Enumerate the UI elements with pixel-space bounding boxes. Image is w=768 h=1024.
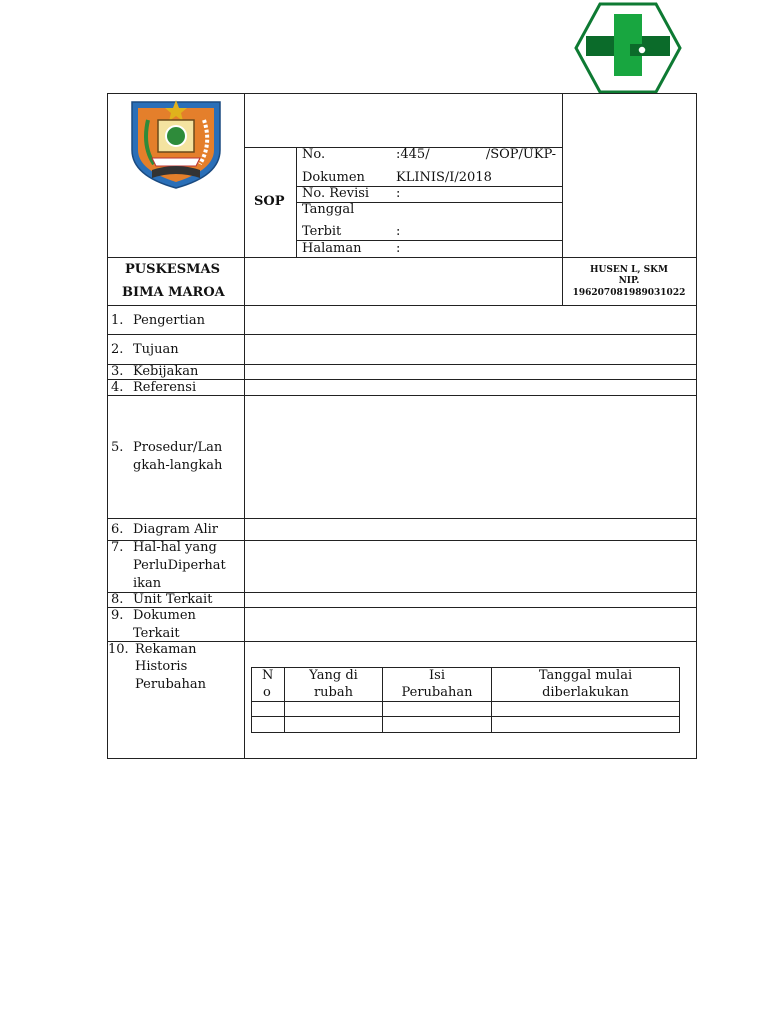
halaman-value: : (396, 241, 401, 256)
tanggal-value: : (396, 224, 401, 239)
section-label-7: Hal-hal yang (133, 540, 217, 555)
col-content-header-2: Perubahan (401, 685, 473, 700)
halaman-label: Halaman (302, 241, 362, 256)
col-date-header: Tanggal mulai (538, 668, 633, 683)
col-changed-header: Yang di (309, 668, 358, 683)
section-num-10: 10. (108, 642, 129, 657)
no-revisi-value: : (396, 186, 401, 201)
section-label-4: Referensi (133, 380, 197, 395)
section-label-7b: PerluDiperhat (133, 558, 226, 573)
section-num-8: 8. (111, 592, 124, 607)
tanggal-label-2: Terbit (302, 224, 342, 239)
section-label-5b: gkah-langkah (133, 458, 223, 473)
history-table (251, 667, 680, 733)
no-revisi-label: No. Revisi (302, 186, 370, 201)
puskesmas-logo (572, 0, 684, 96)
tanggal-label: Tanggal (302, 202, 355, 217)
section-label-8: Unit Terkait (133, 592, 213, 607)
section-num-6: 6. (111, 522, 124, 537)
signer-name: HUSEN L, SKM (590, 265, 668, 275)
section-label-1: Pengertian (133, 313, 205, 328)
section-num-2: 2. (111, 342, 124, 357)
section-num-1: 1. (111, 313, 124, 328)
col-no-header: N (262, 668, 274, 683)
section-num-5: 5. (111, 440, 124, 455)
section-num-4: 4. (111, 380, 124, 395)
section-num-9: 9. (111, 608, 124, 623)
section-label-6: Diagram Alir (133, 522, 218, 537)
no-dokumen-label-2: Dokumen (302, 170, 365, 185)
col-changed-header-2: rubah (313, 685, 354, 700)
regional-crest (128, 96, 224, 190)
section-label-9b: Terkait (133, 626, 180, 641)
signer-nip-label: NIP. (618, 276, 640, 286)
section-label-7c: ikan (133, 576, 162, 591)
org-name-line2: BIMA MAROA (122, 285, 225, 300)
col-no-header-2: o (263, 685, 271, 700)
section-num-3: 3. (111, 364, 124, 379)
section-label-9: Dokumen (133, 608, 196, 623)
col-content-header: Isi (429, 668, 445, 683)
no-dokumen-value-2: KLINIS/I/2018 (396, 170, 492, 185)
signer-nip: 196207081989031022 (572, 288, 686, 298)
section-label-10b: Historis (135, 659, 188, 674)
no-dokumen-label: No. (302, 147, 326, 162)
section-num-7: 7. (111, 540, 124, 555)
section-label-10c: Perubahan (135, 677, 207, 692)
section-label-5: Prosedur/Lan (133, 440, 223, 455)
sop-label: SOP (254, 194, 285, 209)
col-date-header-2: diberlakukan (542, 685, 629, 700)
org-name-line1: PUSKESMAS (125, 262, 220, 277)
section-label-2: Tujuan (133, 342, 179, 357)
section-label-3: Kebijakan (133, 364, 199, 379)
section-label-10: Rekaman (135, 642, 197, 657)
